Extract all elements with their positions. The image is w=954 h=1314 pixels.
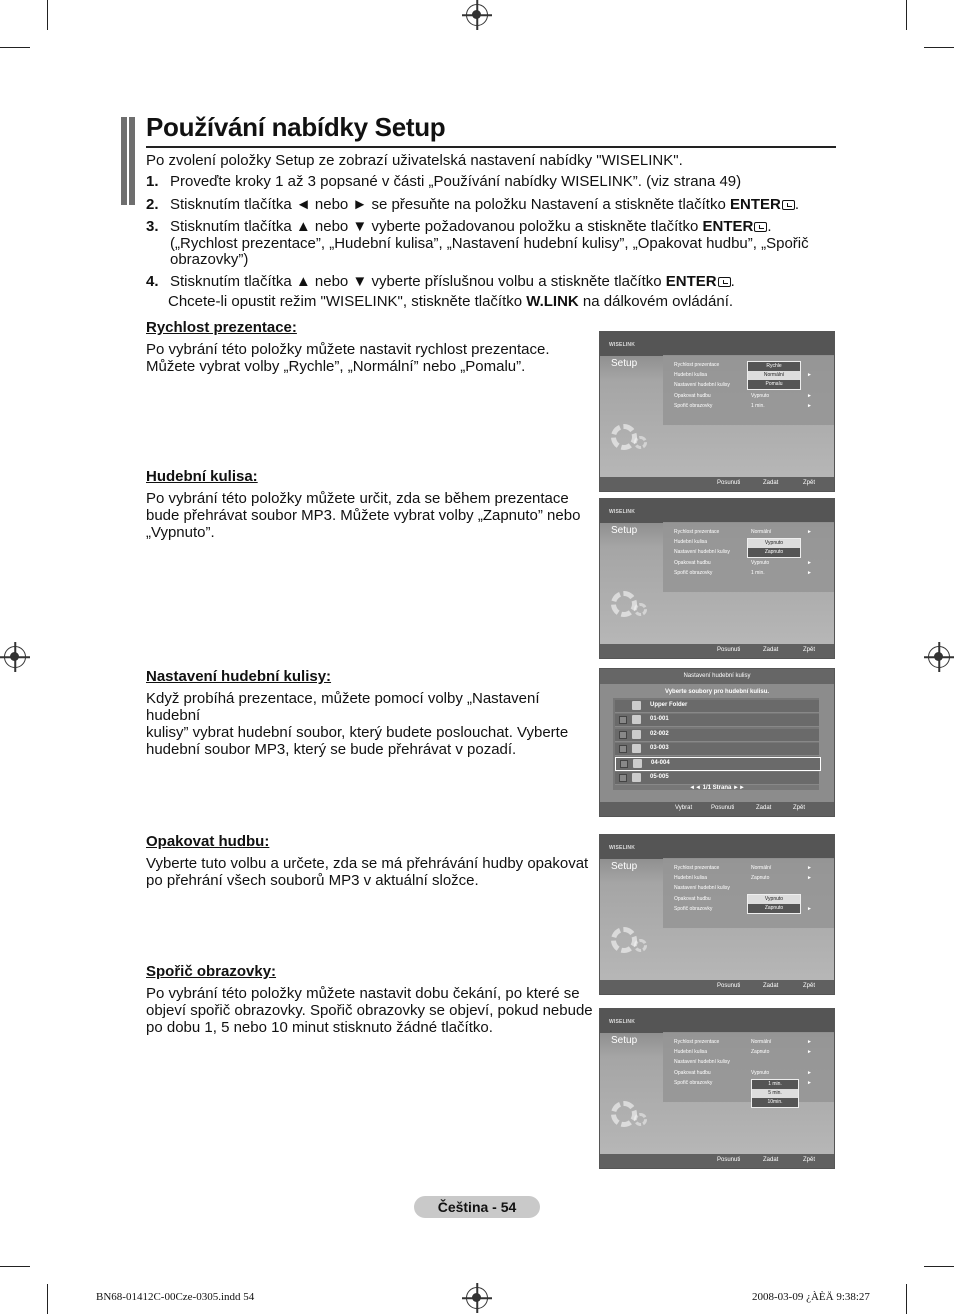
crop-mark — [0, 1266, 30, 1267]
step-1: 1. Proveďte kroky 1 až 3 popsané v části „Používání nabídky WISELINK”. (viz strana 49) — [146, 173, 742, 190]
music-dropdown[interactable]: Vypnuto Zapnuto — [747, 538, 801, 558]
list-item[interactable]: 01-001 — [615, 714, 819, 727]
crop-mark — [47, 1284, 48, 1314]
section-text: Když probíhá prezentace, můžete pomocí volby „Nastavení hudební kulisy” vybrat hudební soubor, který budete poslouchat. Vyberte hudební soubor MP3, který se bude přehrávat v pozadí. — [146, 690, 569, 758]
gear-icon — [611, 424, 637, 450]
tv-screen-repeat-music: WISELINK Setup Rychlost prezentace Hudební kulisa Nastavení hudební kulisy Opakovat hudbu Spořič obrazovky Normální Zapnuto ► ► ► Vypnuto Zapnuto Posunuti Zadat Zpět — [599, 834, 835, 995]
menu-item[interactable]: Hudební kulisa — [674, 539, 708, 545]
enter-icon — [754, 222, 767, 232]
screen-side-label: Setup — [611, 861, 638, 872]
page-title: Používání nabídky Setup — [146, 112, 446, 142]
menu-item[interactable]: Hudební kulisa — [674, 372, 708, 378]
speed-dropdown[interactable]: Rychle Normální Pomalu — [747, 361, 801, 390]
gear-icon — [634, 939, 647, 952]
crop-mark — [906, 1284, 907, 1314]
list-item-selected[interactable]: 04-004 — [615, 757, 821, 771]
enter-icon — [782, 200, 795, 210]
menu-item[interactable]: Rychlost prezentace — [674, 1039, 720, 1045]
screen-side-label: Setup — [611, 525, 638, 536]
file-list — [613, 698, 819, 790]
folder-icon — [632, 701, 641, 710]
step-2: 2. Stisknutím tlačítka ◄ nebo ► se přesuňte na položku Nastavení a stiskněte tlačítko ENTER . — [146, 196, 799, 213]
menu-item[interactable]: Spořič obrazovky — [674, 1080, 713, 1086]
checkbox[interactable] — [619, 774, 627, 782]
section-heading: Hudební kulisa: — [146, 468, 258, 485]
menu-item[interactable]: Spořič obrazovky — [674, 570, 713, 576]
menu-item[interactable]: Nastavení hudební kulisy — [674, 1059, 730, 1065]
menu-item[interactable]: Opakovat hudbu — [674, 1070, 711, 1076]
menu-item[interactable]: Spořič obrazovky — [674, 906, 713, 912]
wiselink-logo: WISELINK — [609, 509, 636, 515]
music-note-icon — [633, 759, 642, 768]
menu-item[interactable]: Hudební kulisa — [674, 1049, 708, 1055]
registration-mark-icon — [466, 4, 488, 26]
checkbox[interactable] — [620, 760, 628, 768]
screensaver-dropdown[interactable]: 1 min. 5 min. 10min. — [751, 1079, 799, 1108]
gear-icon — [611, 1101, 637, 1127]
print-footer-right: 2008-03-09 ¿ÀÈÄ 9:38:27 — [752, 1291, 870, 1303]
section-text: Po vybrání této položky můžete nastavit dobu čekání, po které se objeví spořič obrazovky. Spořič obrazovky se objeví, pokud nebude po dobu 1, 5 nebo 10 minut stisknuto žádné tlačítko. — [146, 985, 593, 1036]
list-item[interactable]: 05-005 — [615, 772, 819, 785]
gear-icon — [611, 927, 637, 953]
crop-mark — [0, 47, 30, 48]
decor-bar — [129, 117, 135, 205]
menu-item[interactable]: Rychlost prezentace — [674, 865, 720, 871]
wiselink-logo: WISELINK — [609, 342, 636, 348]
step-4: 4. Stisknutím tlačítka ▲ nebo ▼ vyberte příslušnou volbu a stiskněte tlačítko ENTER . — [146, 273, 735, 290]
step-3-line2: („Rychlost prezentace”, „Hudební kulisa”, „Nastavení hudební kulisy”, „Opakovat hudbu”, „Spořič — [170, 235, 809, 252]
menu-item[interactable]: Nastavení hudební kulisy — [674, 382, 730, 388]
crop-mark — [47, 0, 48, 30]
menu-item[interactable]: Spořič obrazovky — [674, 403, 713, 409]
section-heading: Opakovat hudbu: — [146, 833, 270, 850]
gear-icon — [634, 603, 647, 616]
section-heading: Spořič obrazovky: — [146, 963, 277, 980]
music-note-icon — [632, 730, 641, 739]
menu-item[interactable]: Rychlost prezentace — [674, 529, 720, 535]
menu-item[interactable]: Nastavení hudební kulisy — [674, 885, 730, 891]
browser-subheader: Vyberte soubory pro hudební kulisu. — [664, 689, 770, 695]
section-heading: Rychlost prezentace: — [146, 319, 297, 336]
gear-icon — [611, 591, 637, 617]
checkbox[interactable] — [619, 731, 627, 739]
music-note-icon — [632, 773, 641, 782]
menu-item[interactable]: Rychlost prezentace — [674, 362, 720, 368]
music-note-icon — [632, 715, 641, 724]
tv-screen-screensaver: WISELINK Setup Rychlost prezentace Hudební kulisa Nastavení hudební kulisy Opakovat hudbu Spořič obrazovky Normální Zapnuto Vypnuto ► ► ► ► 1 min. 5 min. 10min. Posunuti Zadat Zpět — [599, 1008, 835, 1169]
wiselink-logo: WISELINK — [609, 1019, 636, 1025]
title-rule — [146, 146, 836, 148]
print-footer-left: BN68-01412C-00Cze-0305.indd 54 — [96, 1291, 255, 1303]
decor-bar — [121, 117, 127, 205]
menu-item[interactable]: Hudební kulisa — [674, 875, 708, 881]
menu-item[interactable]: Opakovat hudbu — [674, 560, 711, 566]
checkbox[interactable] — [619, 716, 627, 724]
intro-text: Po zvolení položky Setup ze zobrazí uživatelská nastavení nabídky "WISELINK". — [146, 152, 683, 169]
enter-icon — [718, 277, 731, 287]
list-item[interactable]: Upper Folder — [615, 700, 819, 713]
tv-screen-background-music: WISELINK Setup Rychlost prezentace Hudební kulisa Nastavení hudební kulisy Opakovat hudbu Spořič obrazovky Normální Vypnuto 1 min. ► ► ► Vypnuto Zapnuto Posunuti Zadat Zpět — [599, 498, 835, 659]
registration-mark-icon — [466, 1287, 488, 1309]
checkbox[interactable] — [619, 745, 627, 753]
registration-mark-icon — [928, 646, 950, 668]
section-text: Po vybrání této položky můžete nastavit rychlost prezentace. Můžete vybrat volby „Rychle”, „Normální” nebo „Pomalu”. — [146, 341, 550, 375]
menu-item[interactable]: Opakovat hudbu — [674, 896, 711, 902]
crop-mark — [924, 1266, 954, 1267]
browser-header: Nastavení hudební kulisy — [683, 673, 751, 679]
list-item[interactable]: 03-003 — [615, 743, 819, 756]
section-text: Po vybrání této položky můžete určit, zda se během prezentace bude přehrávat soubor MP3. Můžete vybrat volby „Zapnuto” nebo „Vypnuto”. — [146, 490, 581, 541]
menu-item[interactable]: Opakovat hudbu — [674, 393, 711, 399]
section-text: Vyberte tuto volbu a určete, zda se má přehrávání hudby opakovat po přehrání všech souborů MP3 v aktuální složce. — [146, 855, 589, 889]
screen-side-label: Setup — [611, 358, 638, 369]
list-item[interactable]: 02-002 — [615, 729, 819, 742]
menu-item[interactable]: Nastavení hudební kulisy — [674, 549, 730, 555]
page-indicator: ◄◄ 1/1 Strana ►► — [689, 785, 745, 791]
crop-mark — [924, 47, 954, 48]
registration-mark-icon — [4, 646, 26, 668]
step-3-line3: obrazovky”) — [170, 251, 249, 268]
wiselink-logo: WISELINK — [609, 845, 636, 851]
exit-note: Chcete-li opustit režim "WISELINK", stiskněte tlačítko W.LINK na dálkovém ovládání. — [168, 293, 734, 310]
page-number: Čeština - 54 — [414, 1196, 540, 1218]
screen-side-label: Setup — [611, 1035, 638, 1046]
tv-screen-slideshow-speed: WISELINK Setup Rychlost prezentace Hudební kulisa Nastavení hudební kulisy Opakovat hudbu Spořič obrazovky Vypnuto 1 min. ► ► ► Rychle Normální Pomalu Posunuti Zadat Zpět — [599, 331, 835, 492]
tv-screen-music-browser: Nastavení hudební kulisy Vyberte soubory pro hudební kulisu. Upper Folder 01-001 02-002 03-003 04-004 05-005 ◄◄ 1/1 Strana ►► Vybrat Posunuti Zadat Zpět — [599, 668, 835, 817]
music-note-icon — [632, 744, 641, 753]
repeat-dropdown[interactable]: Vypnuto Zapnuto — [747, 894, 801, 914]
gear-icon — [634, 1113, 647, 1126]
section-heading: Nastavení hudební kulisy: — [146, 668, 332, 685]
crop-mark — [906, 0, 907, 30]
gear-icon — [634, 436, 647, 449]
step-3: 3. Stisknutím tlačítka ▲ nebo ▼ vyberte požadovanou položku a stiskněte tlačítko ENTER . — [146, 218, 772, 235]
